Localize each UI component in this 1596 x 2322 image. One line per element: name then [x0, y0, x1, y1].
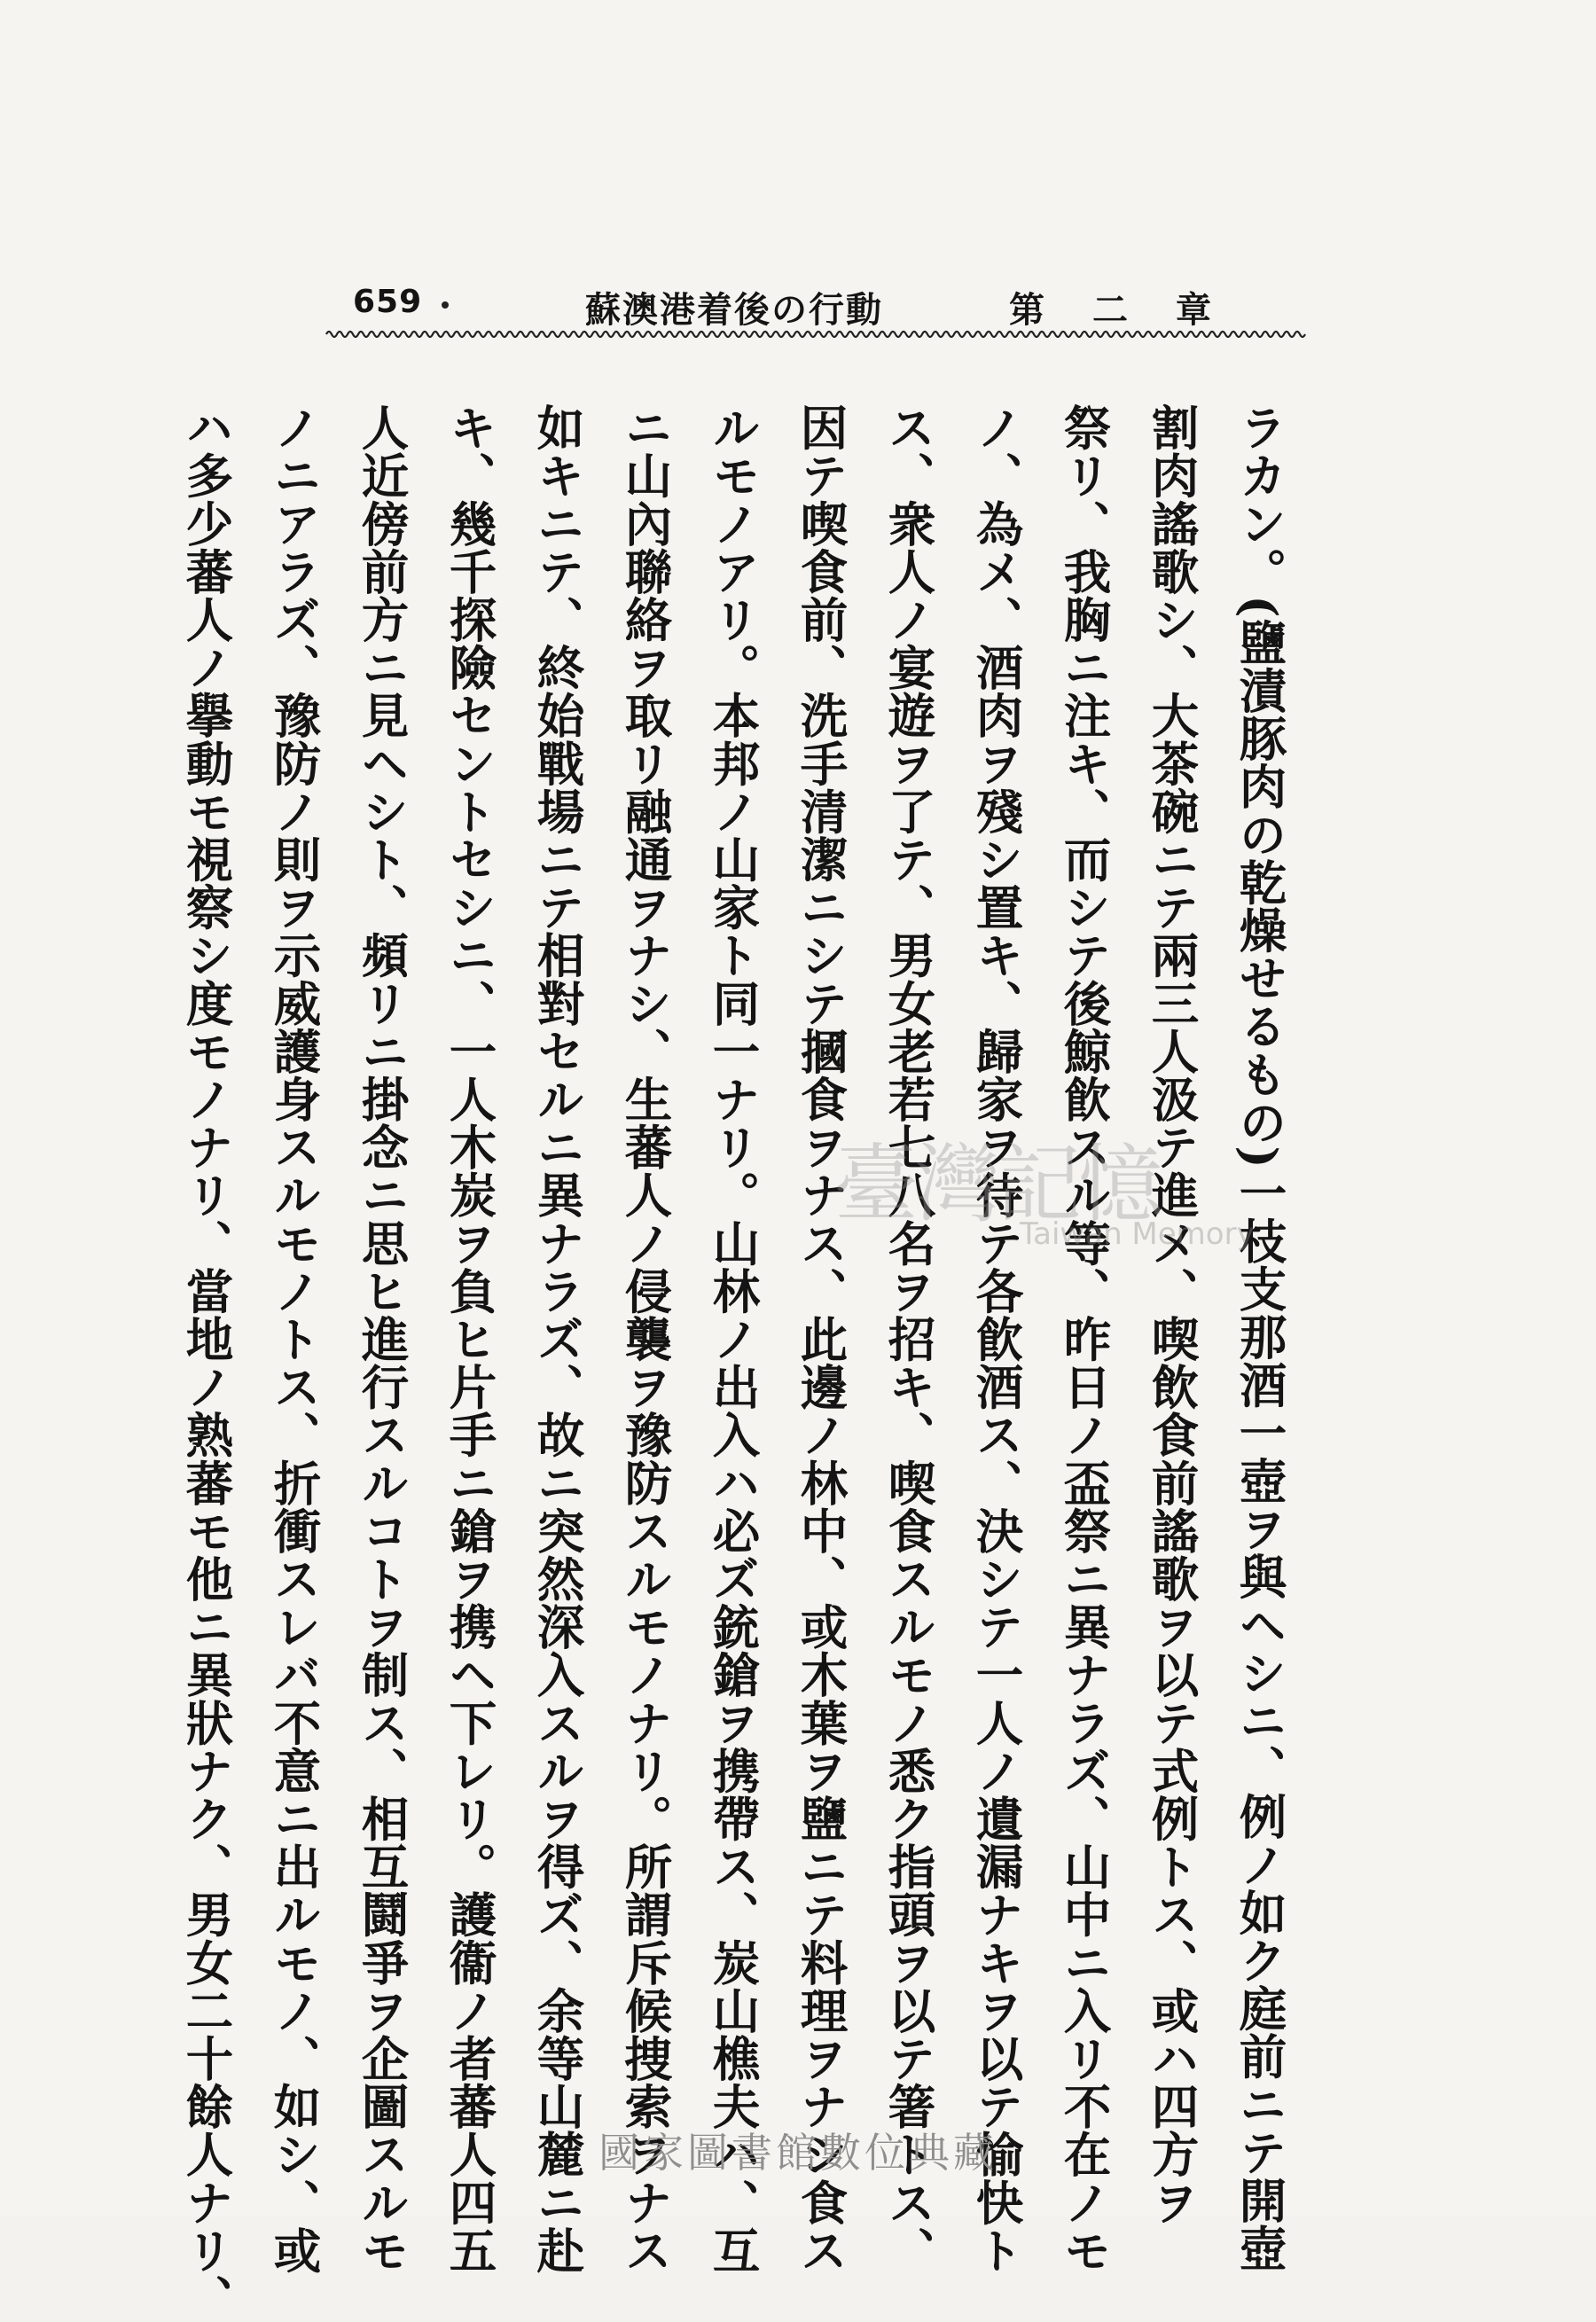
- text-column: ハ多少蕃人ノ擧動モ視察シ度モノナリ、當地ノ熟蕃モ他ニ異狀ナク、男女二十餘人ナリ、: [178, 403, 234, 2322]
- text-column: ノニアラズ、豫防ノ則ヲ示威護身スルモノトス、折衝スレバ不意ニ出ルモノ、如シ、或: [266, 403, 322, 2274]
- text-column: ノ、為メ、酒肉ヲ殘シ置キ、歸家ヲ待テ各飮酒ス、決シテ一人ノ遺漏ナキヲ以テ愉快ト: [968, 403, 1024, 2274]
- text-column: 如キニテ、終始戰場ニテ相對セルニ異ナラズ、故ニ突然深入スルヲ得ズ、余等山麓ニ赴: [529, 403, 585, 2274]
- text-column: 人近傍前方ニ見ヘシト、頻リニ掛念ニ思ヒ進行スルコトヲ制ス、相互鬪爭ヲ企圖スルモ: [354, 403, 410, 2274]
- page-number: 659: [353, 284, 423, 320]
- text-column: キ、幾千探險セントセシニ、一人木炭ヲ負ヒ片手ニ鎗ヲ携ヘ下レリ。護衞ノ者蕃人四五: [442, 403, 497, 2274]
- text-column: 祭リ、我胸ニ注キ、而シテ後鯨飮スル等、昨日ノ盃祭ニ異ナラズ、山中ニ入リ不在ノモ: [1056, 403, 1112, 2274]
- text-column: ラカン。(鹽漬豚肉の乾燥せるもの)一枝支那酒一壺ヲ與ヘシニ、例ノ如ク庭前ニテ開壺: [1232, 403, 1287, 2272]
- archive-credit: 國家圖書館數位典藏: [598, 2129, 998, 2177]
- text-column: ニ山內聯絡ヲ取リ融通ヲナシ、生蕃人ノ侵襲ヲ豫防スルモノナリ。所謂斥候捜索ヲナス: [617, 403, 673, 2274]
- text-column: 割肉謠歌シ、大茶碗ニテ兩三人汲テ進メ、喫飲食前謠歌ヲ以テ式例トス、或ハ四方ヲ: [1144, 403, 1200, 2226]
- chapter-label: 第二章: [1009, 289, 1259, 331]
- text-column: ルモノアリ。本邦ノ山家ト同一ナリ。山林ノ出入ハ必ズ銃鎗ヲ携帶ス、炭山樵夫ハ、互: [705, 403, 761, 2274]
- running-header: [328, 282, 1295, 335]
- library-watermark: [833, 1117, 1259, 1277]
- text-column: 因テ喫食前、洗手清潔ニシテ摑食ヲナス、此邊ノ林中、或木葉ヲ鹽ニテ料理ヲナシ食ス: [793, 403, 849, 2274]
- watermark-latin-text: Taiwan Memory: [1020, 1216, 1255, 1252]
- header-dot: [442, 301, 449, 309]
- watermark-cjk-text: 臺灣記憶: [833, 1135, 1160, 1234]
- text-column: ス、衆人ノ宴遊ヲ了テ、男女老若七八名ヲ招キ、喫食スルモノ悉ク指頭ヲ以テ箸トス、: [880, 403, 936, 2274]
- section-title: 蘇澳港着後の行動: [585, 289, 883, 331]
- header-wavy-rule: [326, 328, 1302, 340]
